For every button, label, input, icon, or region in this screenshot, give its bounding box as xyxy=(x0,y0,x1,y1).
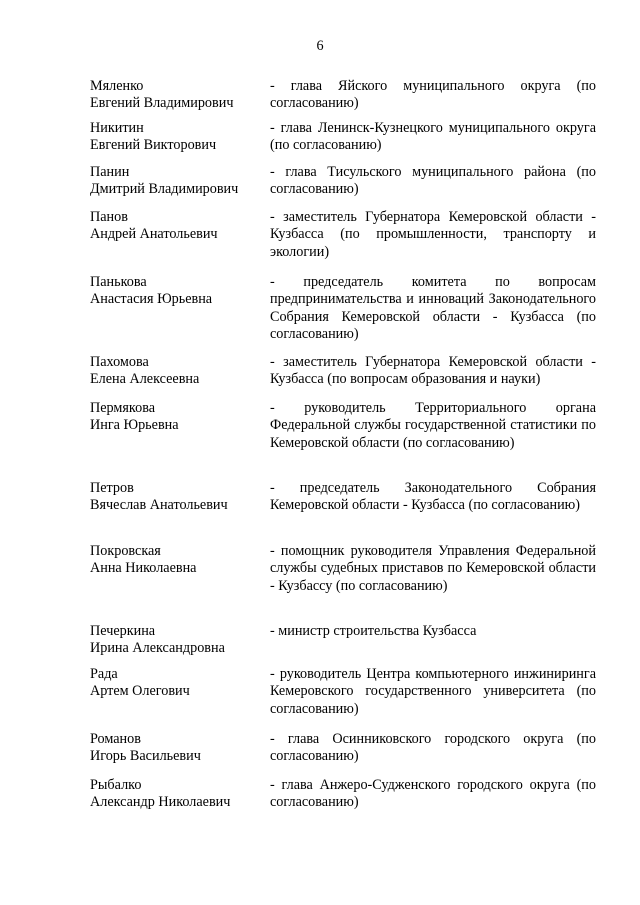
member-role: - глава Тисульского муниципального района (по согласованию) xyxy=(270,164,596,198)
member-given-name: Анна Николаевна xyxy=(90,560,197,577)
member-name xyxy=(90,78,265,113)
member-role: - министр строительства Кузбасса xyxy=(270,623,477,639)
member-name xyxy=(90,209,265,244)
member-given-name: Вячеслав Анатольевич xyxy=(90,497,228,514)
member-given-name: Инга Юрьевна xyxy=(90,417,179,434)
member-given-name: Игорь Васильевич xyxy=(90,748,201,765)
member-surname: Петров xyxy=(90,480,134,496)
member-surname: Романов xyxy=(90,731,141,747)
member-surname: Панов xyxy=(90,209,128,225)
member-surname: Печеркина xyxy=(90,623,156,639)
member-role: - председатель Законодательного Собрания Кемеровской области - Кузбасса (по согласованию) xyxy=(270,480,596,514)
member-surname: Мяленко xyxy=(90,78,144,94)
member-role: - заместитель Губернатора Кемеровской области - Кузбасса (по промышленности, транспорту и экологии) xyxy=(270,209,596,260)
member-name xyxy=(90,623,265,658)
member-given-name: Евгений Владимирович xyxy=(90,95,234,112)
member-name xyxy=(90,164,265,199)
member-surname: Панькова xyxy=(90,274,147,290)
member-given-name: Андрей Анатольевич xyxy=(90,226,218,243)
member-given-name: Александр Николаевич xyxy=(90,794,231,811)
member-given-name: Елена Алексеевна xyxy=(90,371,200,388)
member-given-name: Дмитрий Владимирович xyxy=(90,181,239,198)
member-name xyxy=(90,120,265,155)
member-role: - заместитель Губернатора Кемеровской области - Кузбасса (по вопросам образования и науки) xyxy=(270,354,596,388)
member-role: - глава Осинниковского городского округа (по согласованию) xyxy=(270,731,596,765)
member-name xyxy=(90,777,265,812)
member-name xyxy=(90,354,265,389)
member-surname: Пермякова xyxy=(90,400,155,416)
member-name xyxy=(90,480,265,515)
member-surname: Рыбалко xyxy=(90,777,142,793)
member-given-name: Ирина Александровна xyxy=(90,640,225,657)
member-role: - председатель комитета по вопросам предпринимательства и инноваций Законодательного Собрания Кемеровской области - Кузбасса (по согласованию) xyxy=(270,274,596,343)
member-role: - помощник руководителя Управления Федеральной службы судебных приставов по Кемеровской области - Кузбассу (по согласованию) xyxy=(270,543,596,594)
member-surname: Панин xyxy=(90,164,130,180)
member-name xyxy=(90,274,265,309)
member-name xyxy=(90,400,265,435)
member-given-name: Анастасия Юрьевна xyxy=(90,291,213,308)
member-name xyxy=(90,666,265,701)
member-role: - руководитель Территориального органа Федеральной службы государственной статистики по Кемеровской области (по согласованию) xyxy=(270,400,596,451)
member-surname: Пахомова xyxy=(90,354,149,370)
member-surname: Никитин xyxy=(90,120,144,136)
member-given-name: Артем Олегович xyxy=(90,683,190,700)
member-name xyxy=(90,543,265,578)
page-number: 6 xyxy=(316,38,324,54)
member-name xyxy=(90,731,265,766)
member-role: - глава Анжеро-Судженского городского округа (по согласованию) xyxy=(270,777,596,811)
member-role: - глава Яйского муниципального округа (по согласованию) xyxy=(270,78,596,112)
member-role: - глава Ленинск-Кузнецкого муниципального округа (по согласованию) xyxy=(270,120,596,154)
member-surname: Рада xyxy=(90,666,118,682)
member-surname: Покровская xyxy=(90,543,161,559)
member-given-name: Евгений Викторович xyxy=(90,137,217,154)
member-role: - руководитель Центра компьютерного инжиниринга Кемеровского государственного университета (по согласованию) xyxy=(270,666,596,717)
